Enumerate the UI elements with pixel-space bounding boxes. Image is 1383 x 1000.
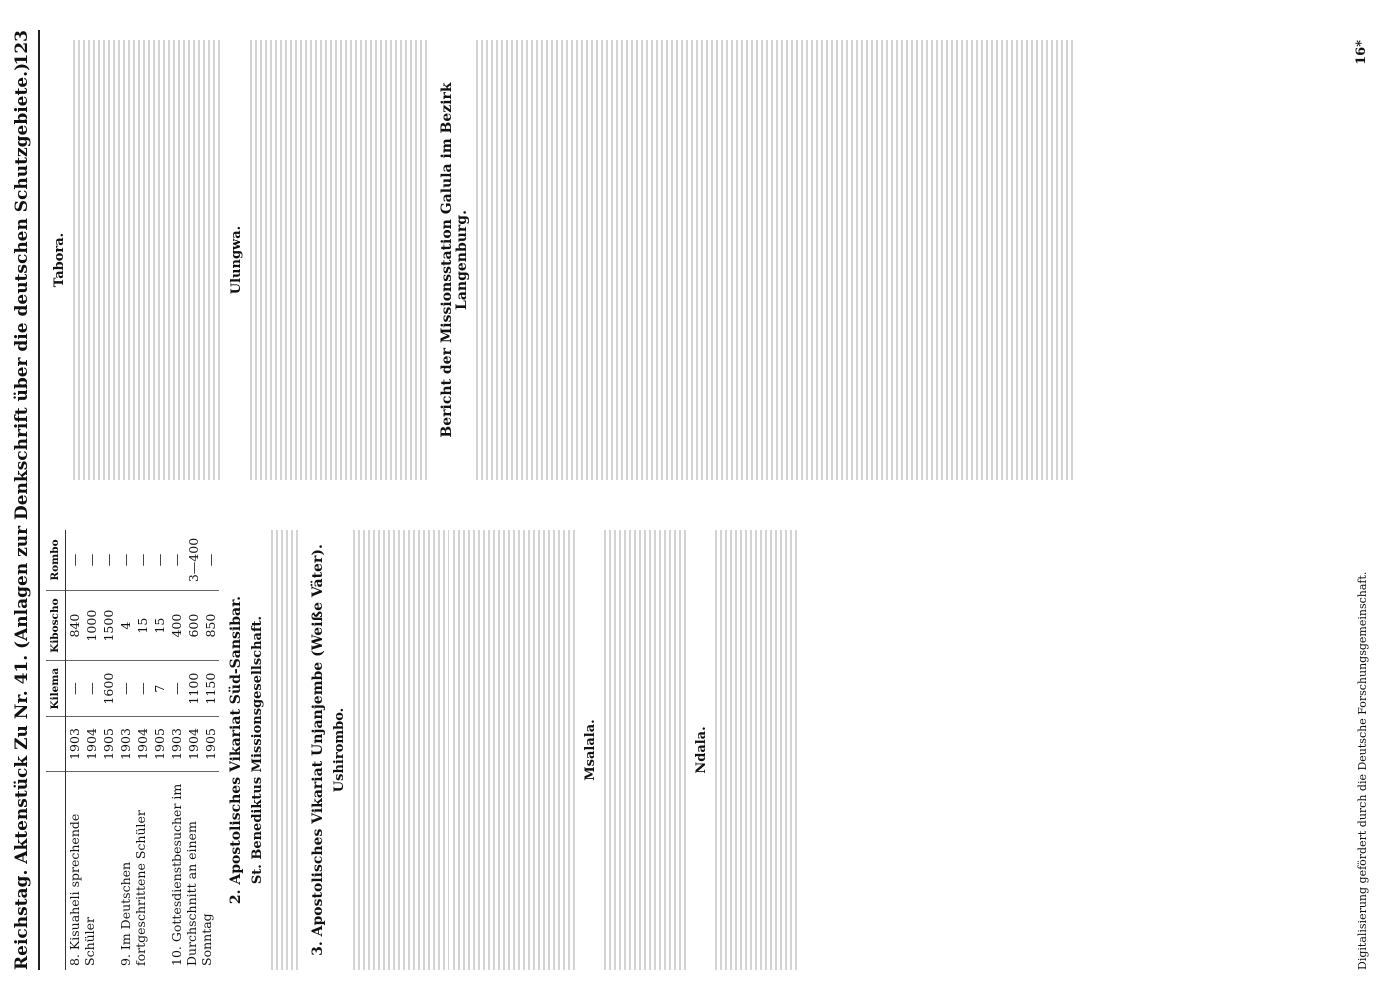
year-cell: 1904 [83, 717, 100, 772]
page-number: 123 [12, 30, 32, 66]
row-number: 9. [118, 954, 133, 966]
value-cell: — [117, 661, 134, 717]
paragraph-placeholder [353, 530, 449, 970]
subheading-ndala: Ndala. [694, 726, 709, 774]
right-column [46, 40, 1080, 480]
year-cell: 1905 [151, 717, 168, 772]
paragraph-placeholder [476, 40, 1076, 480]
value-cell: 1000 [83, 590, 100, 660]
table-header-row [46, 530, 66, 970]
value-cell: 850 [202, 590, 219, 660]
value-cell: — [168, 661, 185, 717]
value-cell: 1600 [100, 661, 117, 717]
paragraph-placeholder [73, 40, 223, 480]
row-label-text: Im Deutschen fortgeschrittene Schüler [118, 810, 148, 966]
subheading-ulungwa: Ulungwa. [229, 225, 244, 295]
value-cell: — [117, 530, 134, 590]
value-cell: 600 [185, 590, 202, 660]
left-column [46, 530, 803, 970]
value-cell: — [134, 661, 151, 717]
page-header [8, 30, 36, 970]
value-cell: 1150 [202, 661, 219, 717]
funding-note: Digitalisierung gefördert durch die Deutsche Forschungsgemeinschaft. [1356, 571, 1369, 970]
paragraph-placeholder [604, 530, 688, 970]
value-cell: — [168, 530, 185, 590]
value-cell: — [66, 530, 84, 590]
value-cell: 7 [151, 661, 168, 717]
paragraph-placeholder [715, 530, 799, 970]
value-cell: — [100, 530, 117, 590]
paragraph-placeholder [250, 40, 430, 480]
row-label-text: Gottesdienstbesucher im Durchschnitt an einem Sonntag [169, 783, 214, 966]
value-cell: 1100 [185, 661, 202, 717]
value-cell: — [83, 530, 100, 590]
section-2-heading: 2. Apostolisches Vikariat Süd-Sansibar. [228, 595, 244, 905]
row-number: 10. [169, 946, 184, 966]
value-cell: 3—400 [185, 530, 202, 590]
table-row [66, 530, 84, 970]
year-cell: 1903 [117, 717, 134, 772]
year-cell: 1904 [185, 717, 202, 772]
value-cell: — [66, 661, 84, 717]
col-header-1 [46, 717, 66, 772]
table-row [168, 530, 185, 970]
header-rule [38, 30, 40, 970]
subheading-ushirombo: Ushirombo. [332, 707, 347, 793]
subheading-msalala: Msalala. [583, 719, 598, 781]
value-cell: — [202, 530, 219, 590]
value-cell: 15 [134, 590, 151, 660]
row-label [168, 772, 219, 971]
value-cell: 400 [168, 590, 185, 660]
year-cell: 1903 [66, 717, 84, 772]
col-header-kiboscho: Kiboscho [46, 590, 66, 660]
paragraph-placeholder [271, 530, 301, 970]
year-cell: 1903 [168, 717, 185, 772]
value-cell: 4 [117, 590, 134, 660]
col-header-kilema: Kilema [46, 661, 66, 717]
value-cell: — [83, 661, 100, 717]
value-cell: 840 [66, 590, 84, 660]
value-cell: — [151, 530, 168, 590]
header-title: Reichstag. Aktenstück Zu Nr. 41. (Anlagen zur Denkschrift über die deutschen Schutzgebiete.) [12, 62, 32, 970]
year-cell: 1905 [100, 717, 117, 772]
signature-mark: 16* [1354, 40, 1369, 65]
row-label [66, 772, 118, 971]
row-label-text: Kisuaheli sprechende Schüler [67, 813, 97, 966]
value-cell: 15 [151, 590, 168, 660]
year-cell: 1904 [134, 717, 151, 772]
row-label [117, 772, 168, 971]
table-row [117, 530, 134, 970]
paragraph-placeholder [453, 530, 577, 970]
section-2-subheading: St. Benediktus Missionsgesellschaft. [250, 615, 265, 885]
value-cell: 1500 [100, 590, 117, 660]
subheading-tabora: Tabora. [52, 232, 67, 288]
row-number: 8. [67, 954, 82, 966]
section-3-heading: 3. Apostolisches Vikariat Unjanjembe (Weiße Väter). [310, 544, 326, 956]
year-cell: 1905 [202, 717, 219, 772]
value-cell: — [134, 530, 151, 590]
col-header-rombo: Rombo [46, 530, 66, 590]
statistics-table [46, 530, 219, 970]
col-header-0 [46, 772, 66, 971]
table-body [66, 530, 220, 970]
report-heading: Bericht der Missionsstation Galula im Bezirk Langenburg. [439, 82, 470, 438]
